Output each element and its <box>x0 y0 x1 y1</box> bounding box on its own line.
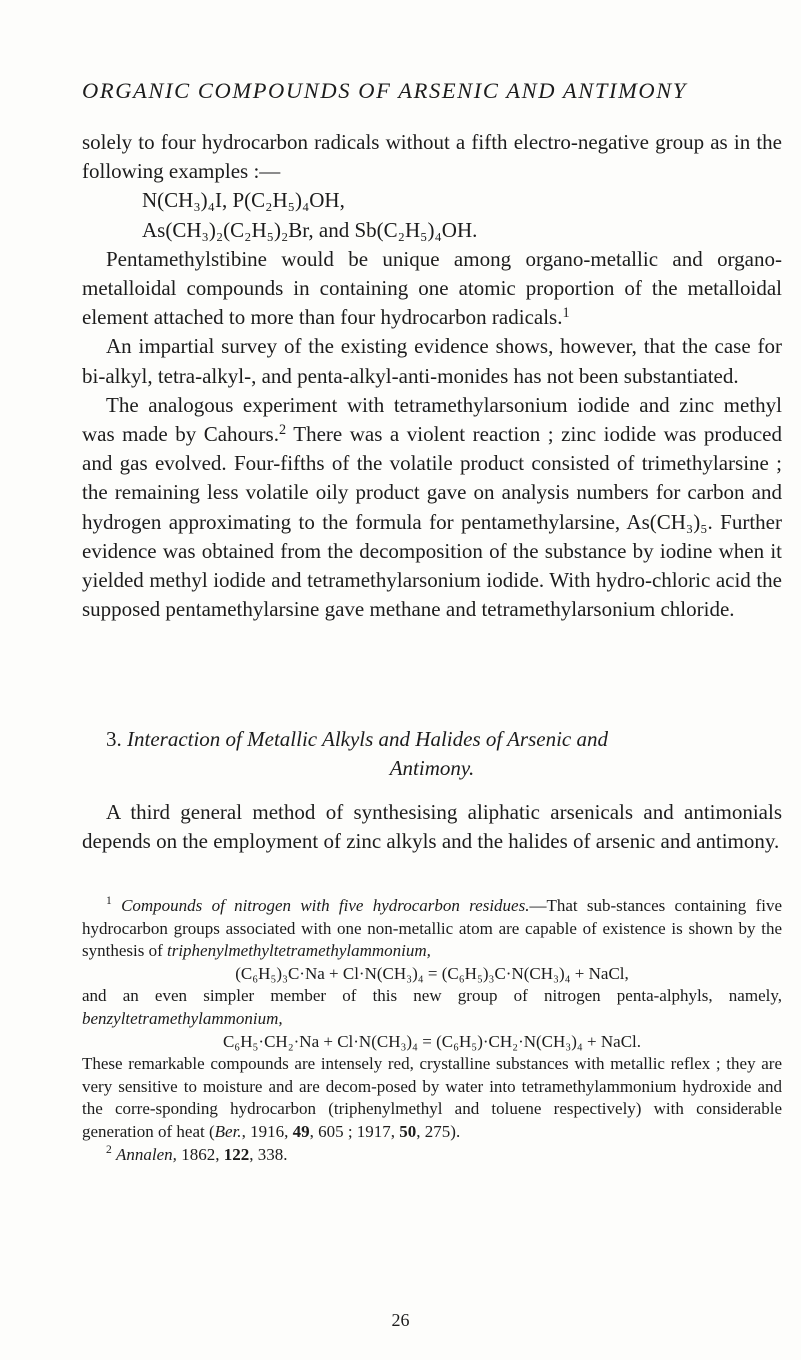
paragraph-cahours: The analogous experiment with tetramethylarsonium iodide and zinc methyl was made by Cahours.$^2$ There was a violent reaction ; zinc iodide was produced and gas evolved. Four-fifths of the volatile product consisted of trimethylarsine ; the remaining less volatile oily product gave on analysis numbers for carbon and hydrogen approximating to the formula for pentamethylarsine, As(CH₃)₅. Further evidence was obtained from the decomposition of the substance by iodine when it yielded methyl iodide and tetramethylarsonium iodide. With hydro-chloric acid the supposed pentamethylarsine gave methane and tetramethylarsonium chloride. <box>82 392 782 622</box>
intro-line: solely to four hydrocarbon radicals without a fifth electro-negative group as in the following examples :— <box>82 130 782 184</box>
footnote-1-title: Compounds of nitrogen with five hydrocarbon residues. <box>121 896 530 915</box>
footnote-ref-2[interactable]: 2 <box>278 422 287 439</box>
compound-name-2: benzyltetramethylammonium, <box>82 1008 283 1028</box>
formula-stibonium-hydroxide: Sb(C₂H₅)₄OH. <box>354 217 478 242</box>
page-number: 26 <box>391 1310 410 1330</box>
compound-name-1: triphenylmethyltetramethylammonium, <box>167 941 431 961</box>
footnotes <box>82 895 782 1166</box>
section-text <box>82 798 782 856</box>
footnote-ref-1[interactable]: 1 <box>562 305 570 322</box>
paragraph-third-method: A third general method of synthesising aliphatic arsenicals and antimonials depends on the employment of zinc alkyls and the halides of arsenic and antimony. <box>82 800 782 854</box>
running-head: ORGANIC COMPOUNDS OF ARSENIC AND ANTIMONY <box>82 78 687 103</box>
section-title-line-2: Antimony. <box>389 756 475 781</box>
paragraph-pentamethylstibine: Pentamethylstibine would be unique among organo-metallic and organo-metalloidal compounds in containing one atomic proportion of the metalloidal element attached to more than four hydrocarbon radicals.$^1$ <box>82 246 782 330</box>
formula-pentamethylarsine: As(CH₃)₅ <box>626 509 708 534</box>
section-heading <box>82 725 782 783</box>
formula-conjunction: and <box>318 217 350 242</box>
footnote-1-conclusion: These remarkable compounds are intensely red, crystalline substances with metallic reflex ; they are very sensitive to moisture and are decom-posed by water into tetramethylammonium hydroxide and the corre-sponding hydrocarbon (triphenylmethyl and toluene respectively) with considerable generation of heat (Ber., 1916, 49, 605 ; 1917, 50, 275). <box>82 1054 782 1141</box>
footnote-equation-1: (C₆H₅)₃C·Na + Cl·N(CH₃)₄ = (C₆H₅)₃C·N(CH₃)₄ + NaCl, <box>235 963 629 983</box>
footnote-1-continued: and an even simpler member of this new group of nitrogen penta-alphyls, namely, benzyltetramethylammonium, <box>82 986 782 1028</box>
footnote-2: $^2$ Annalen, 1862, 122, 338. <box>106 1142 288 1164</box>
footnote-1: $^1$ Compounds of nitrogen with five hydrocarbon residues.—That sub-stances containing five hydrocarbon groups associated with one non-metallic atom are capable of existence is shown by the synthesis of triphenylmethyltetramethylammonium, <box>82 894 782 961</box>
footnote-equation-2: C₆H₅·CH₂·Na + Cl·N(CH₃)₄ = (C₆H₅)·CH₂·N(CH₃)₄ + NaCl. <box>222 1031 642 1051</box>
paragraph-survey: An impartial survey of the existing evidence shows, however, that the case for bi-alkyl, tetra-alkyl-, and penta-alkyl-anti-monides has not been substantiated. <box>82 334 782 388</box>
formula-line-2 <box>82 216 782 245</box>
main-text <box>82 128 782 624</box>
section-title-line-1: Interaction of Metallic Alkyls and Halides of Arsenic and <box>127 727 608 751</box>
section-number: 3. <box>106 727 122 751</box>
formula-tetramethylammonium-iodide: N(CH₃)₄I, <box>142 188 228 213</box>
formula-tetraethylphosphonium-hydroxide: P(C₂H₅)₄OH, <box>232 188 345 213</box>
formula-line-1 <box>82 186 782 215</box>
formula-arsonium-bromide: As(CH₃)₂(C₂H₅)₂Br, <box>142 217 314 242</box>
